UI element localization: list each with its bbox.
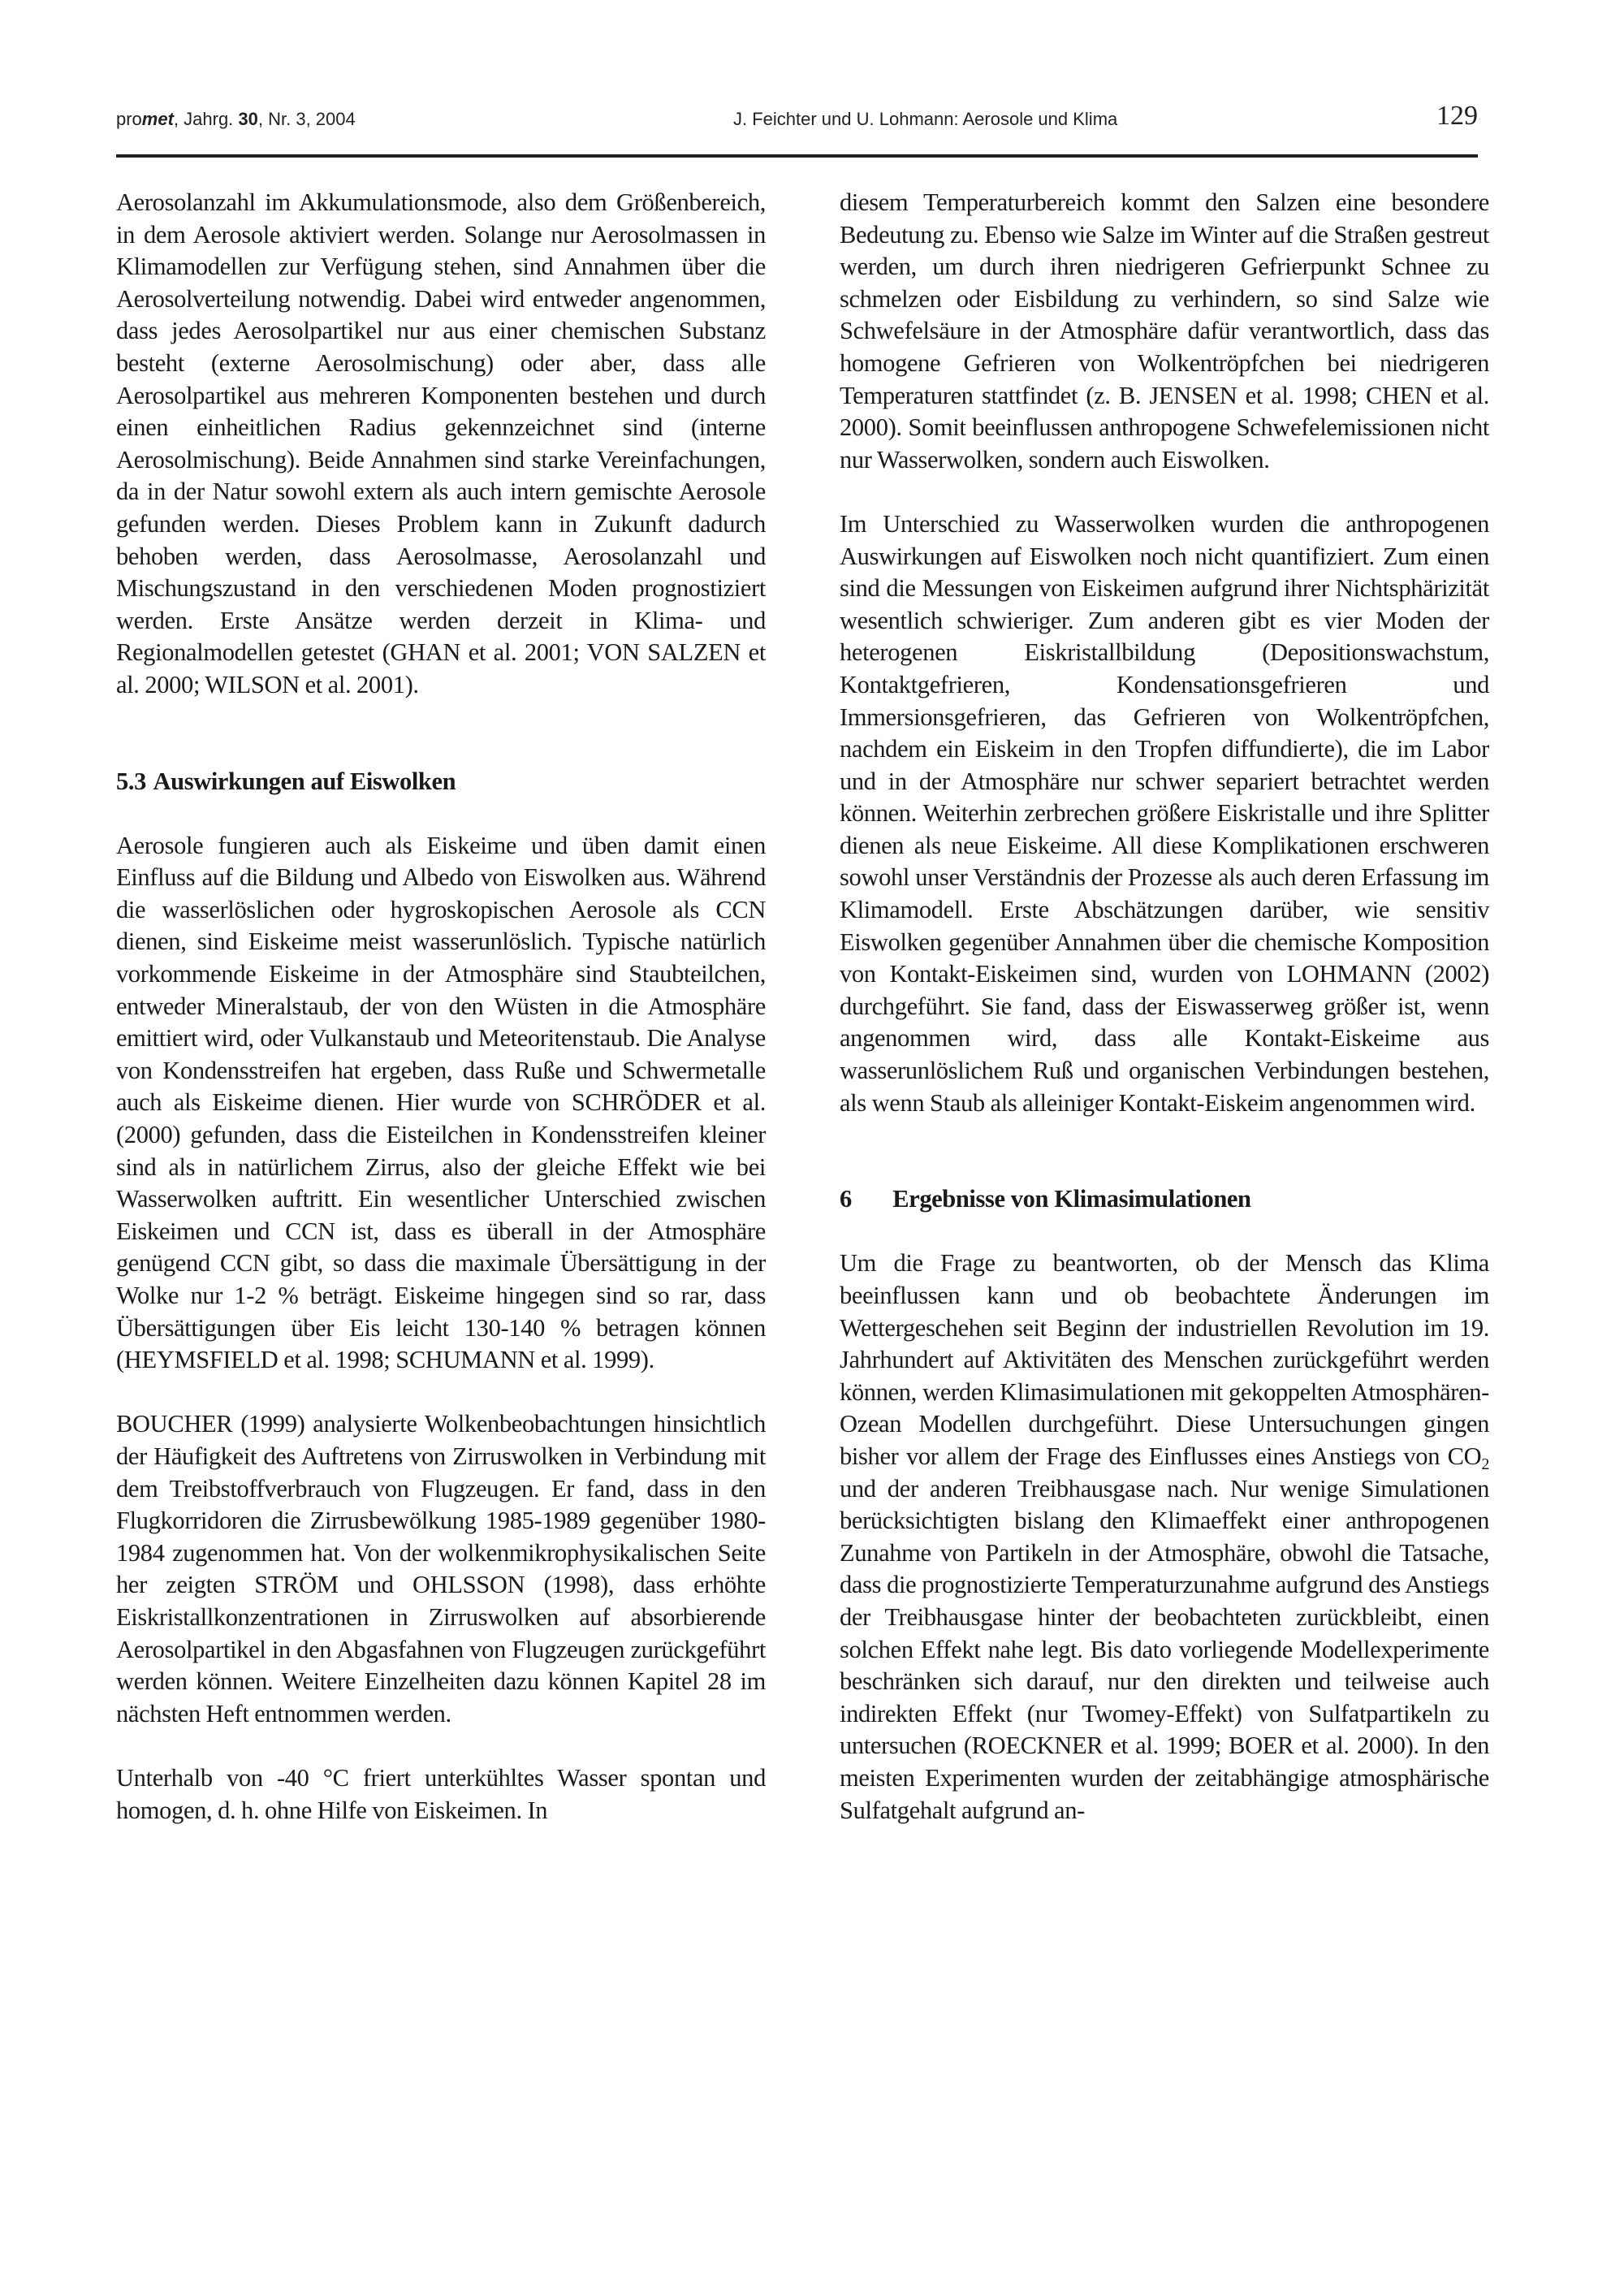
spacer xyxy=(116,1377,766,1409)
paragraph: Aerosolanzahl im Akkumulationsmode, also dem Größenbereich, in dem Aerosole aktiviert werden. Solange nur Aerosolmassen in Klimamodellen zur Verfügung stehen, sind Annahmen über die Aerosolverteilung notwendig. Dabei wird entweder angenommen, dass jedes Aerosolpartikel nur aus einer chemischen Substanz besteht (externe Aerosolmischung) oder aber, dass alle Aerosolpartikel aus mehreren Komponenten bestehen und durch einen einheitlichen Radius gekennzeichnet sind (interne Aerosolmischung). Beide Annahmen sind starke Vereinfachungen, da in der Natur sowohl extern als auch intern gemischte Aerosole gefunden werden. Dieses Problem kann in Zukunft dadurch behoben werden, dass Aerosolmasse, Aerosolanzahl und Mischungszustand in den verschiedenen Moden prognostiziert werden. Erste Ansätze werden derzeit in Klima- und Regionalmodellen getestet (GHAN et al. 2001; VON SALZEN et al. 2000; WILSON et al. 2001). xyxy=(116,188,766,698)
section-title: Ergebnisse von Klimasimulationen xyxy=(892,1185,1251,1213)
paragraph-text: Um die Frage zu beantworten, ob der Mensch das Klima beeinflussen kann und ob beobachtete Änderungen im Wettergeschehen seit Beginn der industriellen Revolution im 19. Jahrhundert auf Aktivitäten des Menschen zurückgeführt werden können, werden Klimasimulationen mit gekoppelten Atmosphären-Ozean Modellen durchgeführt. Diese Untersuchungen gingen bisher vor allem der Frage des Einflusses eines Anstiegs von CO xyxy=(840,1249,1489,1470)
paragraph: diesem Temperaturbereich kommt den Salzen eine besondere Bedeutung zu. Ebenso wie Salze im Winter auf die Straßen gestreut werden, um durch ihren niedrigeren Gefrierpunkt Schnee zu schmelzen oder Eisbildung zu verhindern, so sind Salze wie Schwefelsäure in der Atmosphäre dafür verantwortlich, dass das homogene Gefrieren von Wolkentröpfchen bei niedrigeren Temperaturen stattfindet (z. B. JENSEN et al. 1998; CHEN et al. 2000). Somit beeinflussen anthropogene Schwefelemissionen nicht nur Wasserwolken, sondern auch Eiswolken. xyxy=(840,188,1489,473)
paragraph: Unterhalb von -40 °C friert unterkühltes Wasser spontan und homogen, d. h. ohne Hilfe von Eiskeimen. In xyxy=(116,1763,766,1824)
paragraph: BOUCHER (1999) analysierte Wolkenbeobachtungen hinsichtlich der Häufigkeit des Auftretens von Zirruswolken in Verbindung mit dem Treibstoffverbrauch von Flugzeugen. Er fand, dass in den Flugkorridoren die Zirrusbewölkung 1985-1989 gegenüber 1980-1984 zugenommen hat. Von der wolkenmikrophysikalischen Seite her zeigten STRÖM und OHLSSON (1998), dass erhöhte Eiskristallkonzentrationen in Zirruswolken auf absorbierende Aerosolpartikel in den Abgasfahnen von Flugzeugen zurückgeführt werden können. Weitere Einzelheiten dazu können Kapitel 28 im nächsten Heft entnommen werden. xyxy=(116,1410,766,1727)
subscript: 2 xyxy=(1481,1455,1489,1473)
running-title: J. Feichter und U. Lohmann: Aerosole und Klima xyxy=(733,109,1118,129)
header-rule xyxy=(116,154,1478,158)
journal-issue: , Nr. 3, 2004 xyxy=(257,109,356,129)
journal-brand-emphasis: met xyxy=(141,109,174,129)
right-column xyxy=(840,187,1489,1827)
section-number: 5.3 xyxy=(116,767,146,795)
section-heading-6 xyxy=(840,1183,1489,1216)
page-number: 129 xyxy=(1436,101,1478,131)
paragraph: Aerosole fungieren auch als Eiskeime und üben damit einen Einfluss auf die Bildung und Albedo von Eiswolken aus. Während die wasserlöslichen oder hygroskopischen Aerosole als CCN dienen, sind Eiskeime meist wasserunlöslich. Typische natürlich vorkommende Eiskeime in der Atmosphäre sind Staubteilchen, entweder Mineralstaub, der von den Wüsten in die Atmosphäre emittiert wird, oder Vulkanstaub und Meteoritenstaub. Die Analyse von Kondensstreifen hat ergeben, dass Ruße und Schwermetalle auch als Eiskeime dienen. Hier wurde von SCHRÖDER et al. (2000) gefunden, dass die Eisteilchen in Kondensstreifen kleiner sind als in natürlichem Zirrus, also der gleiche Effekt wie bei Wasserwolken auftritt. Ein wesentlicher Unterschied zwischen Eiskeimen und CCN ist, dass es überall in der Atmosphäre genügend CCN gibt, so dass die maximale Übersättigung in der Wolke nur 1-2 % beträgt. Eiskeime hingegen sind so rar, dass Übersättigungen über Eis leicht 130-140 % betragen können (HEYMSFIELD et al. 1998; SCHUMANN et al. 1999). xyxy=(116,831,766,1374)
running-header xyxy=(116,101,1478,136)
left-column xyxy=(116,187,766,1827)
journal-text: , Jahrg. xyxy=(173,109,239,129)
journal-prefix: pro xyxy=(116,109,142,129)
spacer xyxy=(116,1730,766,1762)
paragraph xyxy=(840,1247,1489,1827)
section-heading-5-3 xyxy=(116,766,766,798)
section-number: 6 xyxy=(840,1185,852,1213)
section-title: Auswirkungen auf Eiswolken xyxy=(153,767,456,795)
spacer xyxy=(116,702,766,766)
spacer xyxy=(840,476,1489,508)
paragraph-text: und der anderen Treibhausgase nach. Nur wenige Simulationen berücksichtigten bislang den Klimaeffekt einer anthropogenen Zunahme von Partikeln in der Atmosphäre, obwohl die Tatsache, dass die prognostizierte Temperaturzunahme aufgrund des Anstiegs der Treibhausgase hinter der beobachteten zurückbleibt, einen solchen Effekt nahe legt. Bis dato vorliegende Modellexperimente beschränken sich darauf, nur den direkten und teilweise auch indirekten Effekt (nur Twomey-Effekt) von Sulfatpartikeln zu untersuchen (ROECKNER et al. 1999; BOER et al. 2000). In den meisten Experimenten wurden der zeitabhängige atmosphärische Sulfatgehalt aufgrund an- xyxy=(840,1474,1489,1824)
spacer xyxy=(840,1216,1489,1248)
spacer xyxy=(116,798,766,830)
paragraph: Im Unterschied zu Wasserwolken wurden die anthropogenen Auswirkungen auf Eiswolken noch nicht quantifiziert. Zum einen sind die Messungen von Eiskeimen aufgrund ihrer Nichtsphärizität wesentlich schwieriger. Zum anderen gibt es vier Moden der heterogenen Eiskristallbildung (Depositionswachstum, Kontaktgefrieren, Kondensationsgefrieren und Immersionsgefrieren, das Gefrieren von Wolkentröpfchen, nachdem ein Eiskeim in den Tropfen diffundierte), die im Labor und in der Atmosphäre nur schwer separiert betrachtet werden können. Weiterhin zerbrechen größere Eiskristalle und ihre Splitter dienen als neue Eiskeime. All diese Komplikationen erschweren sowohl unser Verständnis der Prozesse als auch deren Erfassung im Klimamodell. Erste Abschätzungen darüber, wie sensitiv Eiswolken gegenüber Annahmen über die chemische Komposition von Kontakt-Eiskeimen sind, wurden von LOHMANN (2002) durchgeführt. Sie fand, dass der Eiswasserweg größer ist, wenn angenommen wird, dass alle Kontakt-Eiskeime aus wasserunlöslichem Ruß und organischen Verbindungen bestehen, als wenn Staub als alleiniger Kontakt-Eiskeim angenommen wird. xyxy=(840,509,1489,1117)
spacer xyxy=(840,1119,1489,1183)
journal-citation xyxy=(116,109,356,130)
journal-volume: 30 xyxy=(238,109,258,129)
